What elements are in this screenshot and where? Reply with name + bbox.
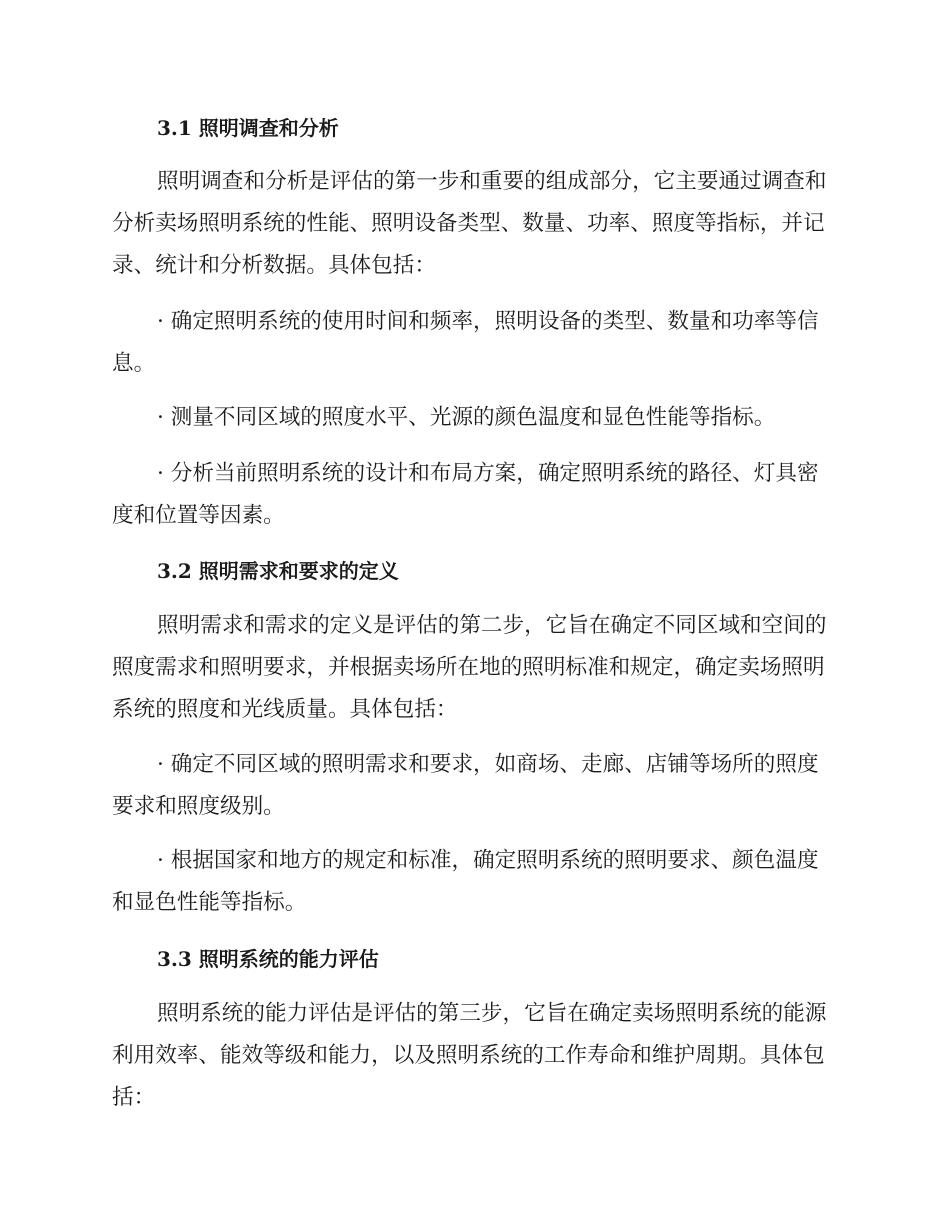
section-3-1-intro-paragraph: 照明调查和分析是评估的第一步和重要的组成部分，它主要通过调查和分析卖场照明系统的性能、照明设备类型、数量、功率、照度等指标，并记录、统计和分析数据。具体包括： — [112, 169, 827, 278]
section-3-3-intro-paragraph: 照明系统的能力评估是评估的第三步，它旨在确定卖场照明系统的能源利用效率、能效等级和能力，以及照明系统的工作寿命和维护周期。具体包括： — [112, 1001, 827, 1110]
section-heading-3-3: 3.3 照明系统的能力评估 — [157, 947, 379, 971]
section-heading-3-2: 3.2 照明需求和要求的定义 — [157, 559, 399, 583]
section-3-1-bullet-3: · 分析当前照明系统的设计和布局方案，确定照明系统的路径、灯具密度和位置等因素。 — [112, 461, 819, 528]
section-3-2-bullet-1: · 确定不同区域的照明需求和要求，如商场、走廊、店铺等场所的照度要求和照度级别。 — [112, 752, 819, 819]
section-heading-3-1: 3.1 照明调查和分析 — [157, 116, 339, 140]
section-3-1-bullet-2: · 测量不同区域的照度水平、光源的颜色温度和显色性能等指标。 — [157, 405, 776, 430]
section-3-2-intro-paragraph: 照明需求和需求的定义是评估的第二步，它旨在确定不同区域和空间的照度需求和照明要求，并根据卖场所在地的照明标准和规定，确定卖场照明系统的照度和光线质量。具体包括： — [112, 613, 827, 722]
section-3-1-bullet-1: · 确定照明系统的使用时间和频率，照明设备的类型、数量和功率等信息。 — [112, 309, 819, 376]
section-3-2-bullet-2: · 根据国家和地方的规定和标准，确定照明系统的照明要求、颜色温度和显色性能等指标。 — [112, 848, 819, 915]
